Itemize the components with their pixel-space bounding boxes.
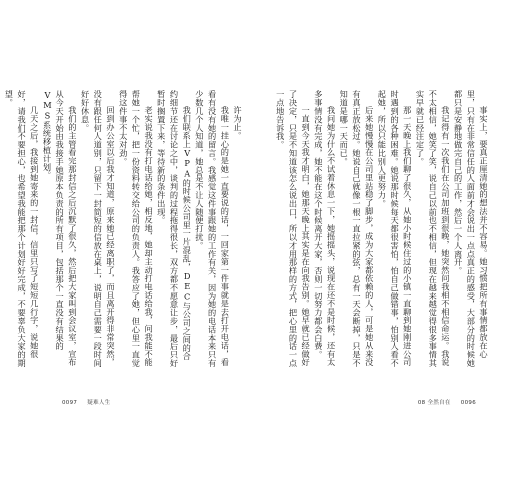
paragraph: 我们的主管看完那封信之后沉默了很久，然后把大家叫到会议室，宣布从今天开始由我接手她原本负责的所有项目，包括那个一直没有结果的VMS系统移植计划。 (42, 90, 78, 367)
right-page-footer (418, 398, 484, 406)
left-page-footer (62, 398, 118, 406)
page-number: 0097 (62, 400, 78, 406)
paragraph: 一直到今天我才明白，她那天晚上其实是在向我告别。她早就已经做好了决定，只是不知道该怎么说出口，所以才用那样的方式，把心里的话一点一点地告诉我。 (275, 90, 312, 368)
right-page-text (274, 90, 490, 368)
paragraph: 我们联系上VPA的时候公司里一片混乱，DEC与公司之间的合约细节还在讨论之中，谈判的过程拖得很长，双方都不愿意让步，最后只好暂时搁置下来，等待新的条件出现。 (156, 90, 193, 368)
paragraph: 老实说我没有打电话给她，相反地，她却主动打电话给我，问我能不能帮她一个忙，把一份资料转交给公司的负责人。我答应了她，但心里一直觉得这件事不太对劲。 (118, 90, 155, 368)
right-page (260, 0, 520, 500)
running-head: 疑难人生 (87, 400, 111, 406)
paragraph: 我唯一挂心的是她一直要说的话，一回家第一件事就是去打开电话，看看有没有她的留言。我感觉这件事跟她的工作有关，因为她的电话本来只有少数几个人知道，她总是不让人随便打扰。 (194, 90, 231, 368)
paragraph: 许为止。 (233, 106, 243, 140)
page-number: 0096 (460, 400, 476, 406)
paragraph: 我记得有一次我们在公司加班到很晚，她突然问我相不相信命运。我说不太相信，她笑了笑，说自己以前也不相信，但现在越来越觉得很多事情其实早就已经注定了。 (415, 90, 451, 368)
left-page-text (4, 90, 244, 368)
paragraph: 事实上，要真正厘清她的想法并不容易。她习惯把所有事情都放在心里，只有在非常信任的人面前才会说出一点点真正的感受，大部分的时候她都只是安静地做完自己的工作，然后一个人离开。 (453, 90, 489, 368)
paragraph: 那一天晚上我们聊了很久，从她小时候住过的小镇一直聊到她刚进公司时遇到的各种困难。她说那时候每天都很害怕，怕自己做错事，怕别人看不起她，所以只能比别人更努力。 (377, 90, 413, 368)
paragraph: 后来她慢慢在公司里站稳了脚步，成为大家都依赖的人，可是她从来没有真正放松过。她说自己就像一根一直拉紧的弦，总有一天会断掉，只是不知道是哪一天而已。 (339, 90, 375, 368)
paragraph: 几天之后，我接到她寄来的一封信，信里只写了短短几行字，说她很好，请我们不要担心，也希望我能把那个计划好好完成，不要辜负大家的期望。 (4, 90, 40, 368)
paragraph: 回到办公室以后我才知道，原来她已经离职了，而且离开得非常突然，没有跟任何人道别，只留下一封简短的信放在桌上，说明自己需要一段时间好好休息。 (80, 90, 116, 368)
running-head: 08 全然自在 (417, 400, 451, 406)
paragraph: 我问她为什么不试着休息一下，她摇摇头，说现在还不是时候，还有太多事情没有完成，她不能在这个时候离开大家，否则一切努力都会白费。 (313, 90, 337, 367)
